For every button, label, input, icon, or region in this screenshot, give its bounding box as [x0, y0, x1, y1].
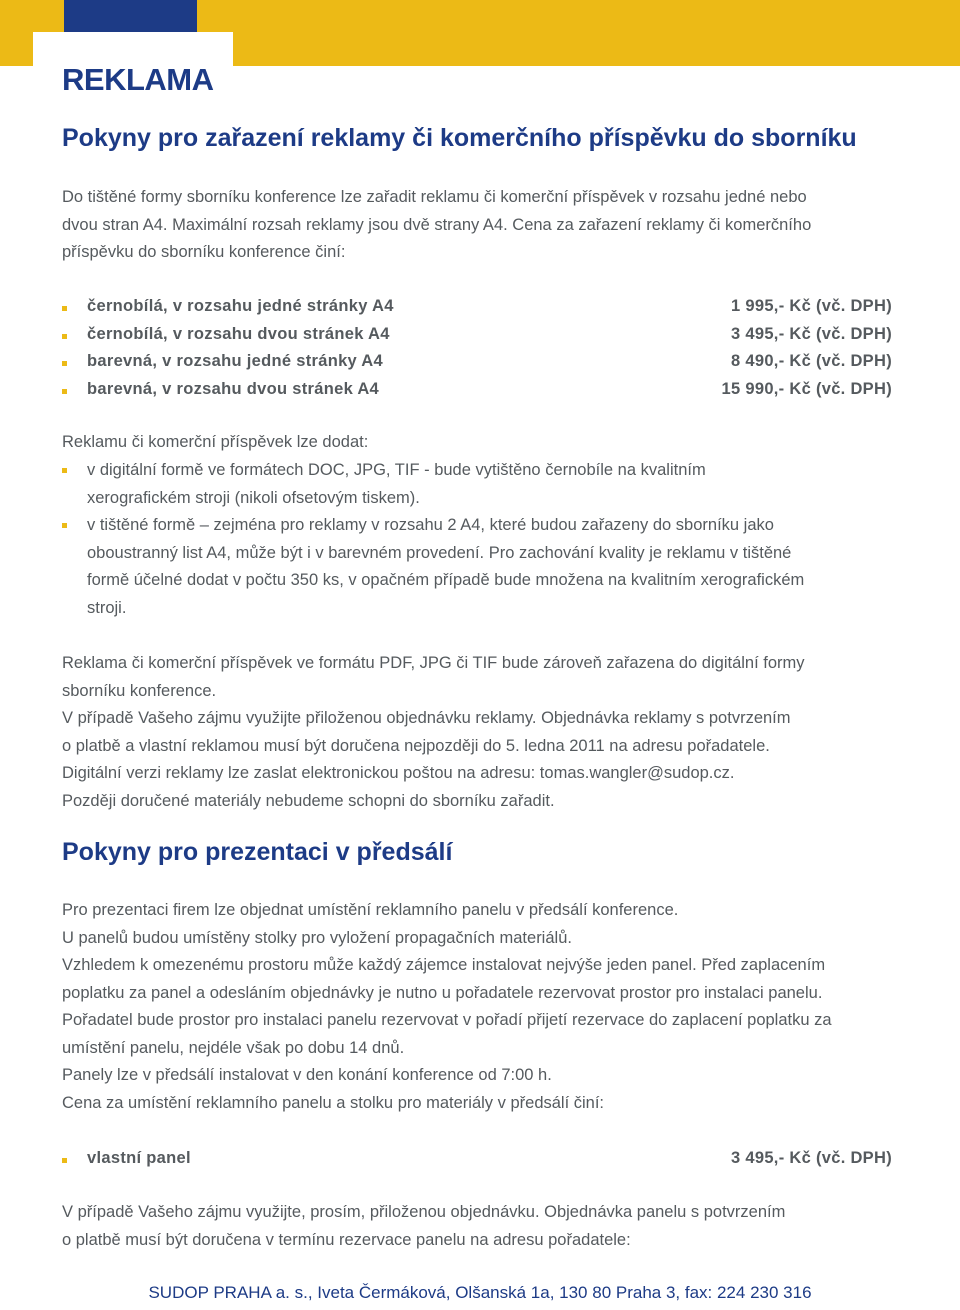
- presentation-line: Panely lze v předsálí instalovat v den konání konference od 7:00 h.: [62, 1066, 552, 1084]
- note-line: Digitální verzi reklamy lze zaslat elektronickou poštou na adresu: tomas.wangler@sudop.cz.: [62, 764, 735, 782]
- price-item: [62, 376, 892, 404]
- presentation-line: Cena za umístění reklamního panelu a stolku pro materiály v předsálí činí:: [62, 1093, 605, 1112]
- page-title: REKLAMA: [62, 62, 214, 97]
- price-item: [62, 1145, 892, 1173]
- presentation-closing: [62, 1199, 785, 1254]
- intro-line: Do tištěné formy sborníku konference lze zařadit reklamu či komerční příspěvek v rozsahu jedné nebo: [62, 188, 807, 206]
- note-line: o platbě a vlastní reklamou musí být doručena nejpozději do 5. ledna 2011 na adresu pořadatele.: [62, 736, 770, 755]
- price-label: černobílá, v rozsahu jedné stránky A4: [87, 297, 394, 315]
- advertising-intro: [62, 184, 892, 267]
- presentation-paragraph: [62, 897, 832, 1117]
- delivery-line: v tištěné formě – zejména pro reklamy v rozsahu 2 A4, které budou zařazeny do sborníku jako: [87, 516, 774, 534]
- note-line: Později doručené materiály nebudeme schopni do sborníku zařadit.: [62, 791, 555, 810]
- price-label: barevná, v rozsahu dvou stránek A4: [87, 379, 380, 398]
- presentation-line: Pro prezentaci firem lze objednat umístění reklamního panelu v předsálí konference.: [62, 901, 679, 919]
- bullet-icon: [62, 334, 67, 339]
- bullet-icon: [62, 468, 67, 473]
- price-item: [62, 321, 892, 349]
- closing-line: o platbě musí být doručena v termínu rezervace panelu na adresu pořadatele:: [62, 1230, 631, 1249]
- bullet-icon: [62, 1158, 67, 1163]
- price-value: 8 490,- Kč (vč. DPH): [731, 352, 892, 370]
- price-item: [62, 293, 892, 321]
- note-line: sborníku konference.: [62, 681, 217, 700]
- price-value: 3 495,- Kč (vč. DPH): [731, 1149, 892, 1167]
- header-blue-block: [64, 0, 197, 32]
- delivery-line: formě účelné dodat v počtu 350 ks, v opačném případě bude množena na kvalitním xerografickém: [87, 571, 805, 589]
- delivery-intro-line: Reklamu či komerční příspěvek lze dodat:: [62, 433, 369, 451]
- closing-line: V případě Vašeho zájmu využijte, prosím, přiloženou objednávku. Objednávka panelu s potvrzením: [62, 1203, 786, 1221]
- delivery-intro: [62, 429, 368, 457]
- note-line: Reklama či komerční příspěvek ve formátu PDF, JPG či TIF bude zároveň zařazena do digitální formy: [62, 654, 805, 672]
- price-label: barevná, v rozsahu jedné stránky A4: [87, 352, 384, 370]
- section-heading-advertising: Pokyny pro zařazení reklamy či komerčního příspěvku do sborníku: [62, 124, 857, 152]
- delivery-options-list: [62, 457, 804, 622]
- bullet-icon: [62, 361, 67, 366]
- delivery-option: [62, 457, 804, 512]
- note-line: V případě Vašeho zájmu využijte přiloženou objednávku reklamy. Objednávka reklamy s potvrzením: [62, 709, 791, 727]
- delivery-line: xerografickém stroji (nikoli ofsetovým tiskem).: [87, 488, 420, 507]
- presentation-line: poplatku za panel a odesláním objednávky je nutno u pořadatele rezervovat prostor pro instalaci panelu.: [62, 983, 823, 1002]
- price-value: 1 995,- Kč (vč. DPH): [731, 297, 892, 315]
- intro-line: příspěvku do sborníku konference činí:: [62, 243, 346, 261]
- advertising-price-list: [62, 293, 892, 403]
- presentation-line: Pořadatel bude prostor pro instalaci panelu rezervovat v pořadí přijetí rezervace do zaplacení poplatku za: [62, 1011, 832, 1029]
- delivery-line: stroji.: [87, 598, 127, 617]
- presentation-line: Vzhledem k omezenému prostoru může každý zájemce instalovat nejvýše jeden panel. Před zaplacením: [62, 956, 826, 974]
- bullet-icon: [62, 523, 67, 528]
- bullet-icon: [62, 389, 67, 394]
- delivery-line: oboustranný list A4, může být i v barevném provedení. Pro zachování kvality je reklamu v tištěné: [87, 543, 792, 562]
- bullet-icon: [62, 306, 67, 311]
- section-heading-presentation: Pokyny pro prezentaci v předsálí: [62, 838, 453, 866]
- price-value: 15 990,- Kč (vč. DPH): [721, 379, 892, 398]
- presentation-line: U panelů budou umístěny stolky pro vyložení propagačních materiálů.: [62, 928, 572, 947]
- presentation-line: umístění panelu, nejdéle však po dobu 14 dnů.: [62, 1038, 405, 1057]
- panel-price-list: [62, 1145, 892, 1173]
- price-label: vlastní panel: [87, 1149, 191, 1167]
- footer-address: SUDOP PRAHA a. s., Iveta Čermáková, Olšanská 1a, 130 80 Praha 3, fax: 224 230 316: [148, 1283, 812, 1302]
- delivery-option: [62, 512, 804, 622]
- intro-line: dvou stran A4. Maximální rozsah reklamy jsou dvě strany A4. Cena za zařazení reklamy či komerčního: [62, 215, 812, 234]
- price-value: 3 495,- Kč (vč. DPH): [731, 324, 892, 343]
- delivery-line: v digitální formě ve formátech DOC, JPG, TIF - bude vytištěno černobíle na kvalitním: [87, 461, 706, 479]
- advertising-notes: [62, 650, 805, 815]
- price-label: černobílá, v rozsahu dvou stránek A4: [87, 324, 390, 343]
- price-item: [62, 348, 892, 376]
